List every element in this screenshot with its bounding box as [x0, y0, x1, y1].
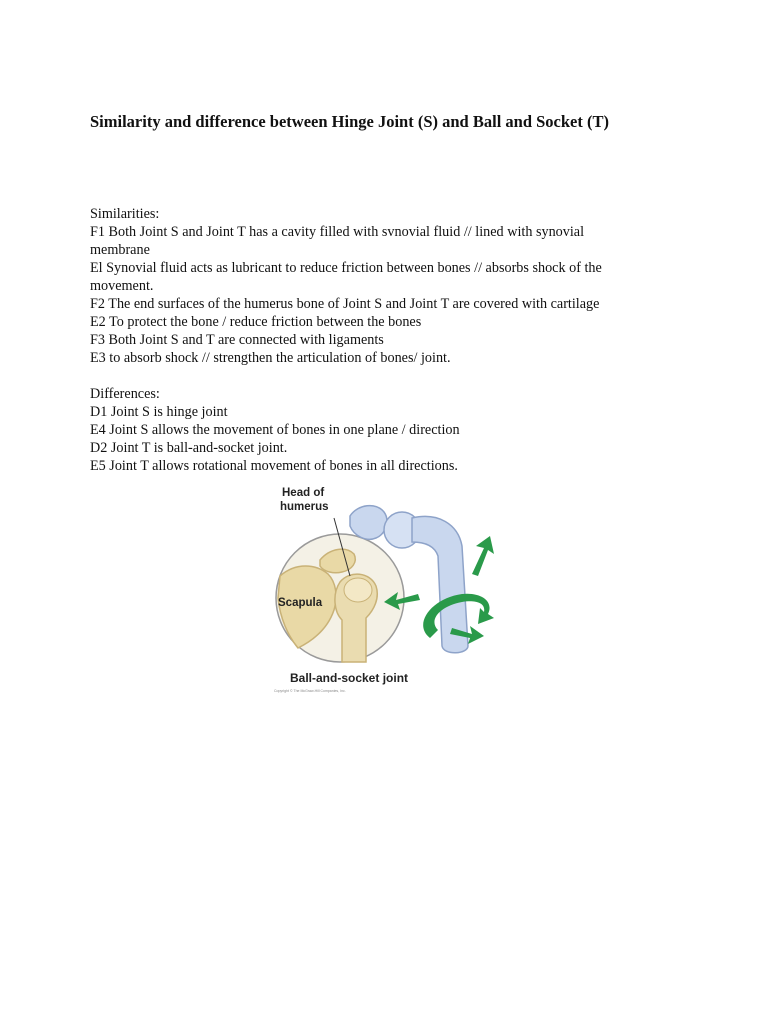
similarity-line: E2 To protect the bone / reduce friction between the bones [90, 314, 422, 330]
similarity-line: F3 Both Joint S and T are connected with ligaments [90, 332, 384, 348]
figure-credit: Copyright © The McGraw-Hill Companies, Inc. [274, 689, 346, 693]
difference-line: D2 Joint T is ball-and-socket joint. [90, 440, 288, 456]
section-gap [90, 367, 650, 385]
difference-line: E4 Joint S allows the movement of bones in one plane / direction [90, 422, 460, 438]
ball-and-socket-figure [262, 478, 512, 698]
joint-illustration [262, 478, 512, 698]
similarity-line: membrane [90, 242, 150, 258]
figure-caption: Ball-and-socket joint [290, 671, 409, 685]
document-title: Similarity and difference between Hinge Joint (S) and Ball and Socket (T) [90, 112, 609, 131]
similarities-heading: Similarities: [90, 206, 160, 222]
similarity-line: movement. [90, 278, 154, 294]
similarity-line: F2 The end surfaces of the humerus bone of Joint S and Joint T are covered with cartilage [90, 296, 600, 312]
difference-line: D1 Joint S is hinge joint [90, 404, 228, 420]
similarity-line: E3 to absorb shock // strengthen the articulation of bones/ joint. [90, 350, 451, 366]
similarity-line: F1 Both Joint S and Joint T has a cavity filled with svnovial fluid // lined with synovial [90, 224, 585, 240]
similarity-line: El Synovial fluid acts as lubricant to reduce friction between bones // absorbs shock of the [90, 260, 602, 276]
socket-model [350, 506, 387, 540]
differences-heading: Differences: [90, 386, 160, 402]
label-scapula: Scapula [278, 597, 323, 609]
arrow-up-icon [472, 536, 494, 576]
document-body [90, 205, 650, 475]
label-head-of-humerus-line2: humerus [280, 501, 329, 513]
humerus-head [344, 578, 372, 602]
label-head-of-humerus-line1: Head of [282, 487, 325, 499]
difference-line: E5 Joint T allows rotational movement of bones in all directions. [90, 458, 458, 474]
